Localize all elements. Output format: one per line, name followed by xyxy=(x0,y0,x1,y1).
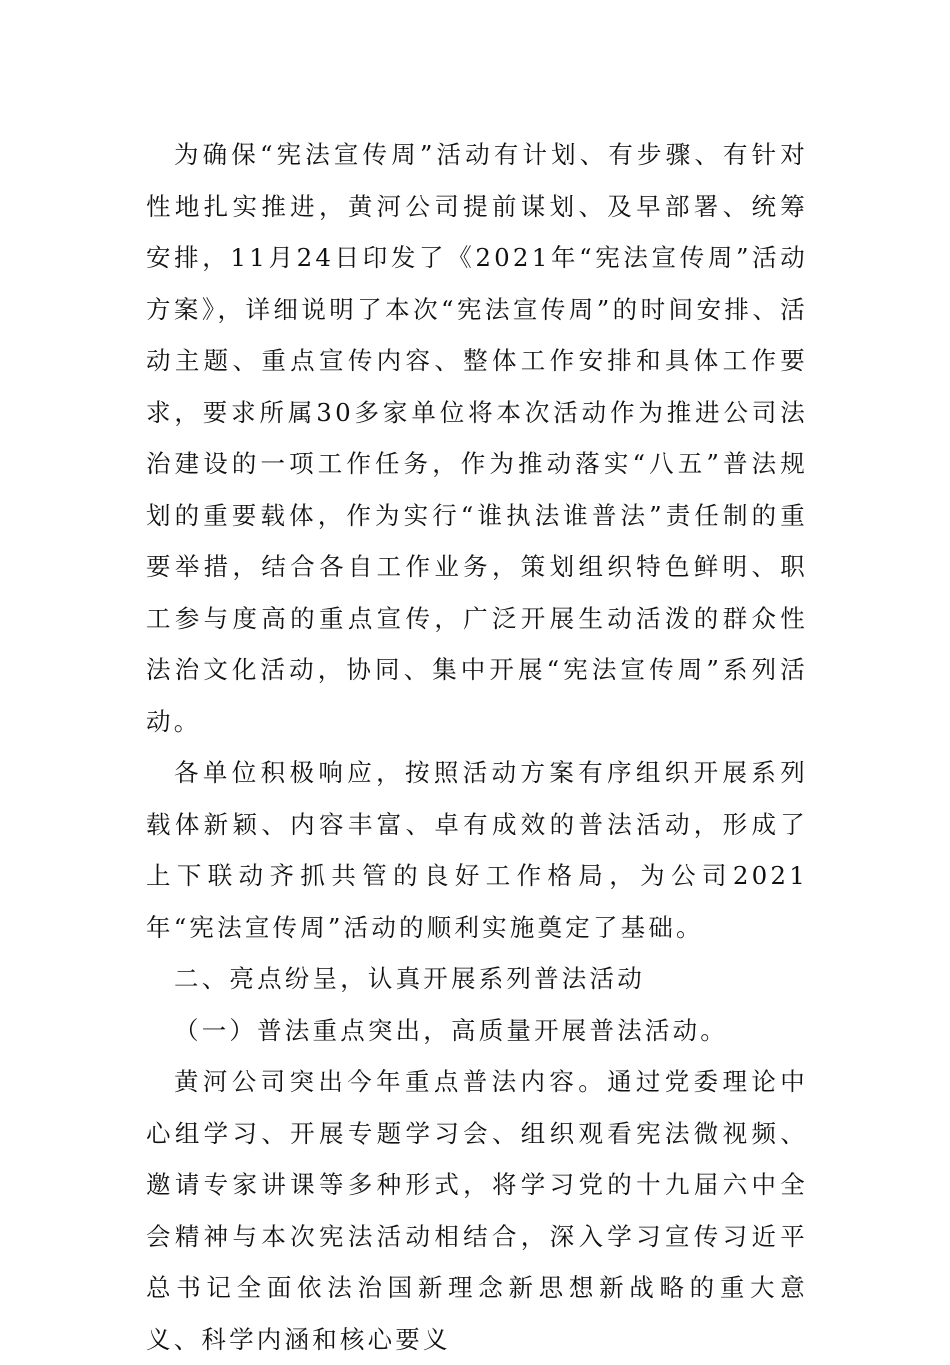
document-body xyxy=(146,129,808,1365)
paragraph-3: 黄河公司突出今年重点普法内容。通过党委理论中心组学习、开展专题学习会、组织观看宪法微视频、邀请专家讲课等多种形式，将学习党的十九届六中全会精神与本次宪法活动相结合，深入学习宣传习近平总书记全面依法治国新理念新思想新战略的重大意义、科学内涵和核心要义 xyxy=(146,1067,808,1354)
subsection-heading: （一）普法重点突出，高质量开展普法活动。 xyxy=(174,1015,728,1045)
paragraph-1: 为确保“宪法宣传周”活动有计划、有步骤、有针对性地扎实推进，黄河公司提前谋划、及早部署、统筹安排，11月24日印发了《2021年“宪法宣传周”活动方案》，详细说明了本次“宪法宣传周”的时间安排、活动主题、重点宣传内容、整体工作安排和具体工作要求，要求所属30多家单位将本次活动作为推进公司法治建设的一项工作任务，作为推动落实“八五”普法规划的重要载体，作为实行“谁执法谁普法”责任制的重要举措，结合各自工作业务，策划组织特色鲜明、职工参与度高的重点宣传，广泛开展生动活泼的群众性法治文化活动，协同、集中开展“宪法宣传周”系列活动。 xyxy=(146,140,808,736)
paragraph-2: 各单位积极响应，按照活动方案有序组织开展系列载体新颖、内容丰富、卓有成效的普法活动，形成了上下联动齐抓共管的良好工作格局，为公司2021年“宪法宣传周”活动的顺利实施奠定了基础。 xyxy=(146,758,808,942)
section-heading: 二、亮点纷呈，认真开展系列普法活动 xyxy=(174,964,645,993)
